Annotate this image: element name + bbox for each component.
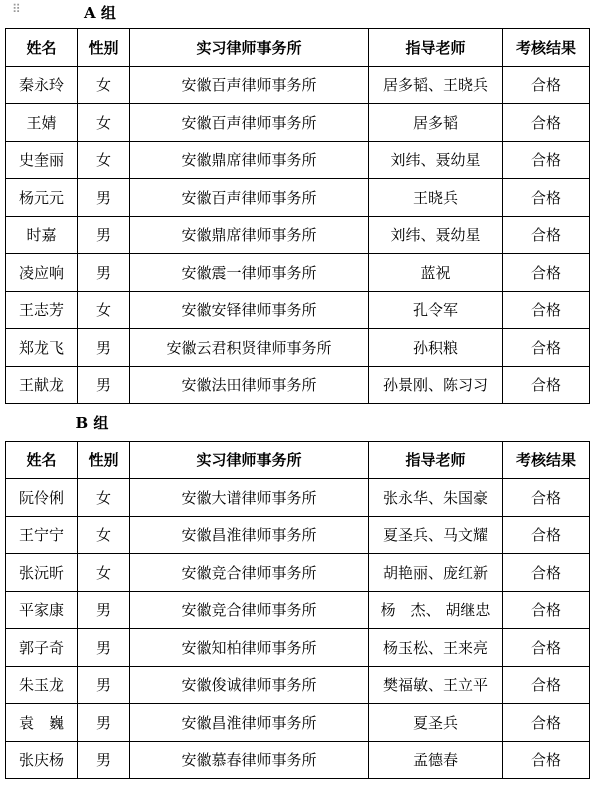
table-row [6, 66, 590, 104]
gender-cell: 男 [78, 216, 130, 254]
supervisor-cell: 蓝祝 [369, 254, 503, 292]
law-firm-cell: 安徽百声律师事务所 [130, 66, 369, 104]
law-firm-cell: 安徽鼎席律师事务所 [130, 216, 369, 254]
header-name: 姓名 [6, 441, 78, 479]
assessment-table [5, 28, 590, 779]
name-cell: 郑龙飞 [6, 329, 78, 367]
header-result: 考核结果 [503, 441, 590, 479]
name-cell: 阮伶俐 [6, 479, 78, 517]
result-cell: 合格 [503, 479, 590, 517]
gender-cell: 男 [78, 254, 130, 292]
result-cell: 合格 [503, 179, 590, 217]
supervisor-cell: 王晓兵 [369, 179, 503, 217]
group-b-title-row [6, 404, 590, 442]
law-firm-cell: 安徽百声律师事务所 [130, 104, 369, 142]
gender-cell: 女 [78, 141, 130, 179]
gender-cell: 男 [78, 629, 130, 667]
name-cell: 秦永玲 [6, 66, 78, 104]
result-cell: 合格 [503, 216, 590, 254]
supervisor-cell: 孟德春 [369, 741, 503, 779]
gender-cell: 女 [78, 516, 130, 554]
table-row [6, 591, 590, 629]
table-row [6, 104, 590, 142]
law-firm-cell: 安徽鼎席律师事务所 [130, 141, 369, 179]
result-cell: 合格 [503, 254, 590, 292]
name-cell: 郭子奇 [6, 629, 78, 667]
header-supervisor: 指导老师 [369, 441, 503, 479]
result-cell: 合格 [503, 291, 590, 329]
supervisor-cell: 张永华、朱国豪 [369, 479, 503, 517]
supervisor-cell: 杨玉松、王来亮 [369, 629, 503, 667]
result-cell: 合格 [503, 554, 590, 592]
law-firm-cell: 安徽百声律师事务所 [130, 179, 369, 217]
table-row [6, 141, 590, 179]
supervisor-cell: 孙景刚、陈习习 [369, 366, 503, 404]
gender-cell: 男 [78, 741, 130, 779]
group-a-header-row [6, 29, 590, 67]
gender-cell: 男 [78, 179, 130, 217]
supervisor-cell: 夏圣兵 [369, 704, 503, 742]
gender-cell: 男 [78, 329, 130, 367]
law-firm-cell: 安徽大谱律师事务所 [130, 479, 369, 517]
gender-cell: 男 [78, 666, 130, 704]
result-cell: 合格 [503, 329, 590, 367]
result-cell: 合格 [503, 741, 590, 779]
name-cell: 张庆杨 [6, 741, 78, 779]
name-cell: 时嘉 [6, 216, 78, 254]
supervisor-cell: 刘纬、聂幼星 [369, 141, 503, 179]
table-row [6, 291, 590, 329]
table-row [6, 329, 590, 367]
table-row [6, 741, 590, 779]
table-row [6, 479, 590, 517]
table-row [6, 704, 590, 742]
law-firm-cell: 安徽竞合律师事务所 [130, 554, 369, 592]
table-row [6, 554, 590, 592]
table-move-handle-icon[interactable]: ⠿ [12, 2, 20, 16]
gender-cell: 女 [78, 104, 130, 142]
result-cell: 合格 [503, 591, 590, 629]
header-law-firm: 实习律师事务所 [130, 441, 369, 479]
table-row [6, 366, 590, 404]
result-cell: 合格 [503, 629, 590, 667]
result-cell: 合格 [503, 704, 590, 742]
result-cell: 合格 [503, 366, 590, 404]
group-b-header-row [6, 441, 590, 479]
supervisor-cell: 居多韬 [369, 104, 503, 142]
header-supervisor: 指导老师 [369, 29, 503, 67]
law-firm-cell: 安徽知柏律师事务所 [130, 629, 369, 667]
law-firm-cell: 安徽慕春律师事务所 [130, 741, 369, 779]
result-cell: 合格 [503, 66, 590, 104]
gender-cell: 男 [78, 366, 130, 404]
table-row [6, 216, 590, 254]
law-firm-cell: 安徽昌淮律师事务所 [130, 704, 369, 742]
name-cell: 王婧 [6, 104, 78, 142]
result-cell: 合格 [503, 666, 590, 704]
law-firm-cell: 安徽俊诚律师事务所 [130, 666, 369, 704]
gender-cell: 男 [78, 591, 130, 629]
name-cell: 王献龙 [6, 366, 78, 404]
supervisor-cell: 夏圣兵、马文耀 [369, 516, 503, 554]
name-cell: 张沅昕 [6, 554, 78, 592]
table-row [6, 179, 590, 217]
table-row [6, 516, 590, 554]
result-cell: 合格 [503, 104, 590, 142]
name-cell: 杨元元 [6, 179, 78, 217]
table-row [6, 666, 590, 704]
name-cell: 朱玉龙 [6, 666, 78, 704]
law-firm-cell: 安徽昌淮律师事务所 [130, 516, 369, 554]
header-name: 姓名 [6, 29, 78, 67]
law-firm-cell: 安徽云君积贤律师事务所 [130, 329, 369, 367]
gender-cell: 男 [78, 704, 130, 742]
header-result: 考核结果 [503, 29, 590, 67]
gender-cell: 女 [78, 554, 130, 592]
law-firm-cell: 安徽安铎律师事务所 [130, 291, 369, 329]
supervisor-cell: 孔令军 [369, 291, 503, 329]
result-cell: 合格 [503, 141, 590, 179]
name-cell: 袁 巍 [6, 704, 78, 742]
law-firm-cell: 安徽震一律师事务所 [130, 254, 369, 292]
name-cell: 王宁宁 [6, 516, 78, 554]
supervisor-cell: 居多韬、王晓兵 [369, 66, 503, 104]
law-firm-cell: 安徽竞合律师事务所 [130, 591, 369, 629]
table-row [6, 629, 590, 667]
gender-cell: 女 [78, 291, 130, 329]
name-cell: 史奎丽 [6, 141, 78, 179]
name-cell: 凌应响 [6, 254, 78, 292]
group-b-title: B 组 [6, 404, 590, 442]
name-cell: 平家康 [6, 591, 78, 629]
result-cell: 合格 [503, 516, 590, 554]
supervisor-cell: 刘纬、聂幼星 [369, 216, 503, 254]
gender-cell: 女 [78, 479, 130, 517]
supervisor-cell: 杨 杰、 胡继忠 [369, 591, 503, 629]
name-cell: 王志芳 [6, 291, 78, 329]
header-law-firm: 实习律师事务所 [130, 29, 369, 67]
header-gender: 性别 [78, 441, 130, 479]
supervisor-cell: 孙积粮 [369, 329, 503, 367]
table-row [6, 254, 590, 292]
law-firm-cell: 安徽法田律师事务所 [130, 366, 369, 404]
header-gender: 性别 [78, 29, 130, 67]
supervisor-cell: 樊福敏、王立平 [369, 666, 503, 704]
group-a-title: A 组 [84, 4, 116, 22]
gender-cell: 女 [78, 66, 130, 104]
supervisor-cell: 胡艳丽、庞红新 [369, 554, 503, 592]
